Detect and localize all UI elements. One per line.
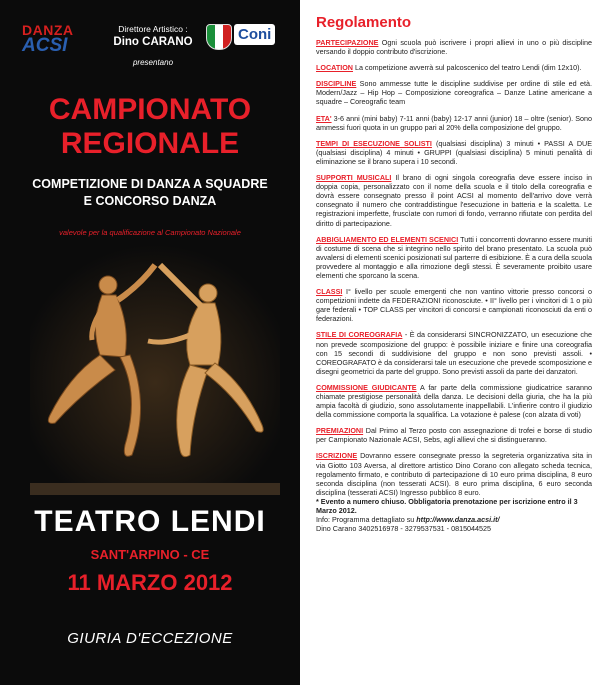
director-name: Dino CARANO [113, 36, 193, 48]
title-line-2: REGIONALE [60, 127, 240, 160]
rule-supporti [316, 173, 592, 228]
rule-heading: CLASSI [316, 287, 343, 297]
subtitle-line-2: E CONCORSO DANZA [83, 194, 217, 208]
rule-heading: COMMISSIONE GIUDICANTE [316, 382, 417, 392]
rule-heading: STILE DI COREOGRAFIA [316, 330, 403, 340]
coni-shield-icon [206, 24, 232, 50]
subtitle [0, 176, 300, 210]
rule-text: Dovranno essere consegnate presso la segreteria organizzativa sita in via Giotto 103 Aversa, al direttore artistico Dino Corano con allegato scheda tecnica, regolamento firmato, e contributo di partecipazione di 10 euro prima disciplina, 8 euro seconda disciplina (non tesserati ACSI). 8 euro prima disciplina, 6 euro seconda disciplina (tesserati ACSI) Ingresso pubblico 8 euro. [316, 451, 592, 497]
venue-town: SANT'ARPINO - CE [90, 547, 210, 562]
rule-heading: PARTECIPAZIONE [316, 38, 379, 47]
rule-text: 3-6 anni (mini baby) 7-11 anni (baby) 12-17 anni (junior) 18 – oltre (senior). Sono ammessi fuori quota in un gruppo pari al 20% della composizione del gruppo. [316, 113, 592, 132]
rule-text: Sono ammesse tutte le discipline suddivise per ordine di stile ed età. Modern/Jazz – Hip Hop – Composizione coreografica – Danze Latine americane a squadre – Coreografic team [316, 79, 592, 107]
coni-logo [206, 22, 280, 52]
rule-heading: ABBIGLIAMENTO ED ELEMENTI SCENICI [316, 234, 459, 244]
regolamento-panel [300, 0, 600, 685]
rule-classi [316, 287, 592, 323]
rule-stile [316, 330, 592, 375]
rule-heading: SUPPORTI MUSICALI [316, 173, 392, 183]
venue-title: TEATRO LENDI [34, 505, 266, 538]
rule-text: La competizione avverrà sul palcoscenico del teatro Lendi (dim 12x10). [353, 63, 582, 73]
regolamento-title: Regolamento [316, 14, 412, 31]
presentano-text: presentano [132, 58, 174, 67]
danza-acsi-logo [22, 22, 74, 54]
rules-list [316, 38, 592, 533]
rule-text: - È da considerarsi SINCRONIZZATO, un esecuzione che non prevede scomposizione del gruppo: è possibile iniziare e finire una coreografia con 15 secondi di suddivisione del gruppo e non sono previsti assoli. • COREOGRAFATO è da considerarsi tale un esecuzione che prevede scomposizione e disegni geometrici da parte del gruppo. Sono previsti assoli da parte dei danzatori. [316, 330, 592, 376]
rule-heading: ETA' [316, 113, 332, 123]
director-role: Direttore Artistico : [118, 24, 188, 34]
rule-heading: ISCRIZIONE [316, 451, 358, 461]
dancers-illustration [30, 245, 280, 495]
closed-event-note: * Evento a numero chiuso. Obbligatoria prenotazione per iscrizione entro il 3 Marzo 2012. [316, 496, 578, 516]
director-block [98, 24, 208, 67]
info-block [316, 497, 592, 533]
rule-discipline [316, 79, 592, 106]
subtitle-line-1: COMPETIZIONE DI DANZA A SQUADRE [32, 177, 268, 191]
rule-eta [316, 114, 592, 132]
rule-premiazioni [316, 426, 592, 444]
rule-tempi [316, 139, 592, 166]
rule-partecipazione [316, 38, 592, 56]
qualification-note: valevole per la qualificazione al Campionato Nazionale [59, 228, 241, 237]
info-prefix: Info: Programma dettagliato su [316, 515, 417, 525]
rule-text: Dal Primo al Terzo posto con assegnazione di trofei e borse di studio per Campionato Nazionale ACSI, Sebs, agli allievi che si distingueranno. [316, 426, 592, 445]
website-link[interactable]: http://www.danza.acsi.it/ [416, 515, 500, 525]
title-line-1: CAMPIONATO [48, 93, 252, 126]
logo-acsi-text: ACSI [22, 35, 68, 56]
rule-text: Il brano di ogni singola coreografia deve essere inciso in doppia copia, personalizzato con il nome della scuola e il titolo della coreografia e dovrà essere consegnato presso il point ACSI al momento dell'arrivo dove verrà consegnato il numero che contraddistingue l'esecuzione in batteria e la scaletta. Le registrazioni imperfette, fruscìate con rumori di fondo, verranno rifiutate con perdita del diritto di partecipazione. [316, 173, 592, 228]
main-title [0, 93, 300, 161]
rule-commissione [316, 383, 592, 419]
contact-numbers: Dino Carano 3402516978 - 3279537531 - 0815044525 [316, 524, 492, 534]
rule-iscrizione [316, 451, 592, 496]
rule-text: A far parte della commissione giudicatrice saranno chiamate prestigiose personalità della danza. Le decisioni della giuria, che ha la più ampia facoltà di giudizio, sono assolutamente inappellabili. L'infierire contro il giudizio della commissione comporta la squalifica. La votazione è palese (con alzata di voti) [316, 382, 592, 420]
rule-text: Ogni scuola può iscrivere i propri allievi in uno o più discipline versando il doppio contributo d'iscrizione. [316, 38, 592, 57]
rule-heading: LOCATION [316, 63, 353, 73]
rule-text: I° livello per scuole emergenti che non vantino vittorie presso concorsi o competizioni indette da FEDERAZIONI riconosciute. • II° livello per i vincitori di 1 o più gare federali • TOP CLASS per vincitori di concorsi e campionati riconosciuti da enti o federazioni. [316, 287, 592, 324]
rule-heading: DISCIPLINE [316, 79, 357, 89]
rule-abbigliamento [316, 235, 592, 280]
coni-word: Coni [234, 24, 275, 45]
rule-location [316, 63, 592, 72]
logo-danza-text: DANZA [22, 22, 74, 38]
event-date: 11 MARZO 2012 [67, 570, 233, 595]
rule-text: Tutti i concorrenti dovranno essere muniti di costume di scena che si integrino nello spirito del brano presentato. La scuola può avvalersi di elementi scenici posizionati sul parterre di esibizione. È a cura della scuola provvedere al montaggio e alla rimozione degli stessi. È severamente proibito usare elementi che sporcano la scena. [316, 234, 593, 280]
jury-tagline: GIURIA D'ECCEZIONE [67, 630, 233, 647]
rule-text: (qualsiasi disciplina) 3 minuti • PASSI A DUE (qualsiasi disciplina) 4 minuti • GRUPPI (qualsiasi disciplina) 5 minuti penalità di eliminazione se il brano supera i 10 secondi. [316, 138, 593, 166]
rule-heading: PREMIAZIONI [316, 426, 364, 436]
rule-heading: TEMPI DI ESECUZIONE SOLISTI [316, 138, 432, 148]
